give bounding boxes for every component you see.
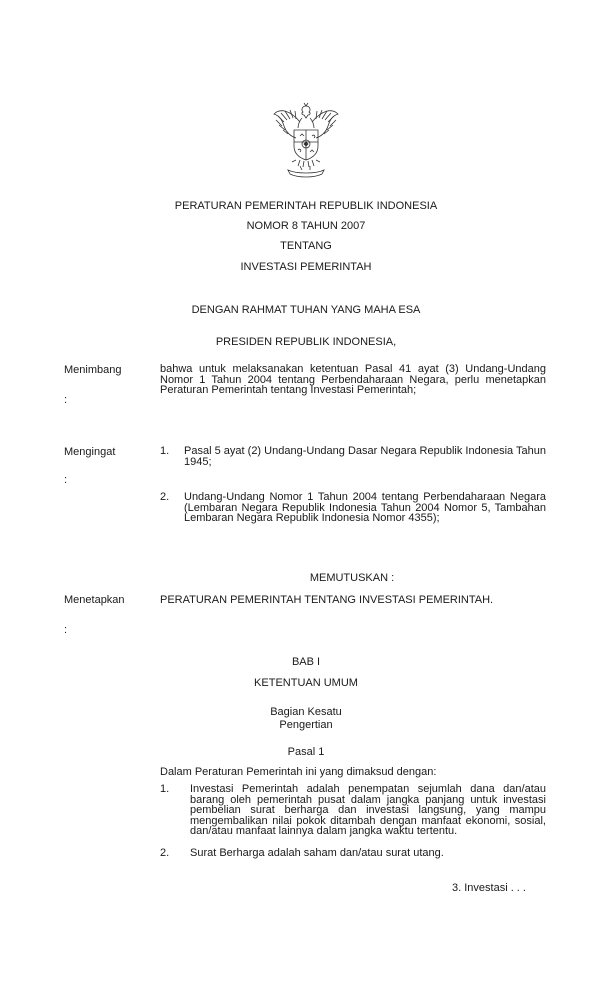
memutuskan-heading: MEMUTUSKAN : (309, 572, 395, 584)
definition-text: Surat Berharga adalah saham dan/atau surat utang. (190, 847, 444, 859)
regulation-title: PERATURAN PEMERINTAH REPUBLIK INDONESIA (174, 200, 438, 212)
mengingat-colon: : (64, 474, 68, 486)
bab-title: KETENTUAN UMUM (254, 677, 358, 689)
mengingat-item-number: 2. (160, 491, 170, 503)
tentang-heading: TENTANG (280, 240, 332, 252)
menetapkan-label: Menetapkan (64, 594, 125, 606)
regulation-number: NOMOR 8 TAHUN 2007 (246, 220, 366, 232)
mengingat-item-text: Pasal 5 ayat (2) Undang-Undang Dasar Negara Republik Indonesia Tahun 1945; (184, 445, 546, 468)
bab-number: BAB I (291, 656, 321, 668)
pasal-intro: Dalam Peraturan Pemerintah ini yang dimaksud dengan: (160, 766, 437, 778)
rahmat-line: DENGAN RAHMAT TUHAN YANG MAHA ESA (191, 304, 421, 316)
menimbang-text: bahwa untuk melaksanakan ketentuan Pasal 41 ayat (3) Undang-Undang Nomor 1 Tahun 2004 tentang Perbendaharaan Negara, perlu menetapkan Peraturan Pemerintah tentang Investasi Pemerintah; (160, 363, 546, 396)
pasal-heading: Pasal 1 (287, 746, 325, 758)
menimbang-colon: : (64, 394, 68, 406)
definition-text: Investasi Pemerintah adalah penempatan sejumlah dana dan/atau barang oleh pemerintah pusat dalam jangka panjang untuk investasi pembelian surat berharga dan investasi langsung, yang mampu mengembalikan nilai pokok ditambah dengan manfaat ekonomi, sosial, dan/atau manfaat lainnya dalam jangka waktu tertentu. (190, 783, 546, 837)
presiden-line: PRESIDEN REPUBLIK INDONESIA, (215, 336, 397, 348)
mengingat-label: Mengingat (64, 446, 116, 458)
bagian-title: Pengertian (279, 719, 333, 731)
definition-number: 1. (160, 783, 170, 795)
menetapkan-text: PERATURAN PEMERINTAH TENTANG INVESTASI PEMERINTAH. (160, 594, 494, 606)
regulation-subject: INVESTASI PEMERINTAH (240, 261, 372, 273)
bagian-heading: Bagian Kesatu (270, 706, 342, 718)
mengingat-item-number: 1. (160, 445, 170, 457)
menimbang-label: Menimbang (64, 364, 122, 376)
garuda-emblem-icon (270, 100, 342, 180)
definition-number: 2. (160, 847, 170, 859)
mengingat-item-text: Undang-Undang Nomor 1 Tahun 2004 tentang Perbendaharaan Negara (Lembaran Negara Republik Indonesia Tahun 2004 Nomor 5, Tambahan Lembaran Negara Republik Indonesia Nomor 4355); (184, 491, 546, 524)
page-continuation: 3. Investasi . . . (452, 882, 526, 894)
menetapkan-colon: : (64, 624, 68, 636)
